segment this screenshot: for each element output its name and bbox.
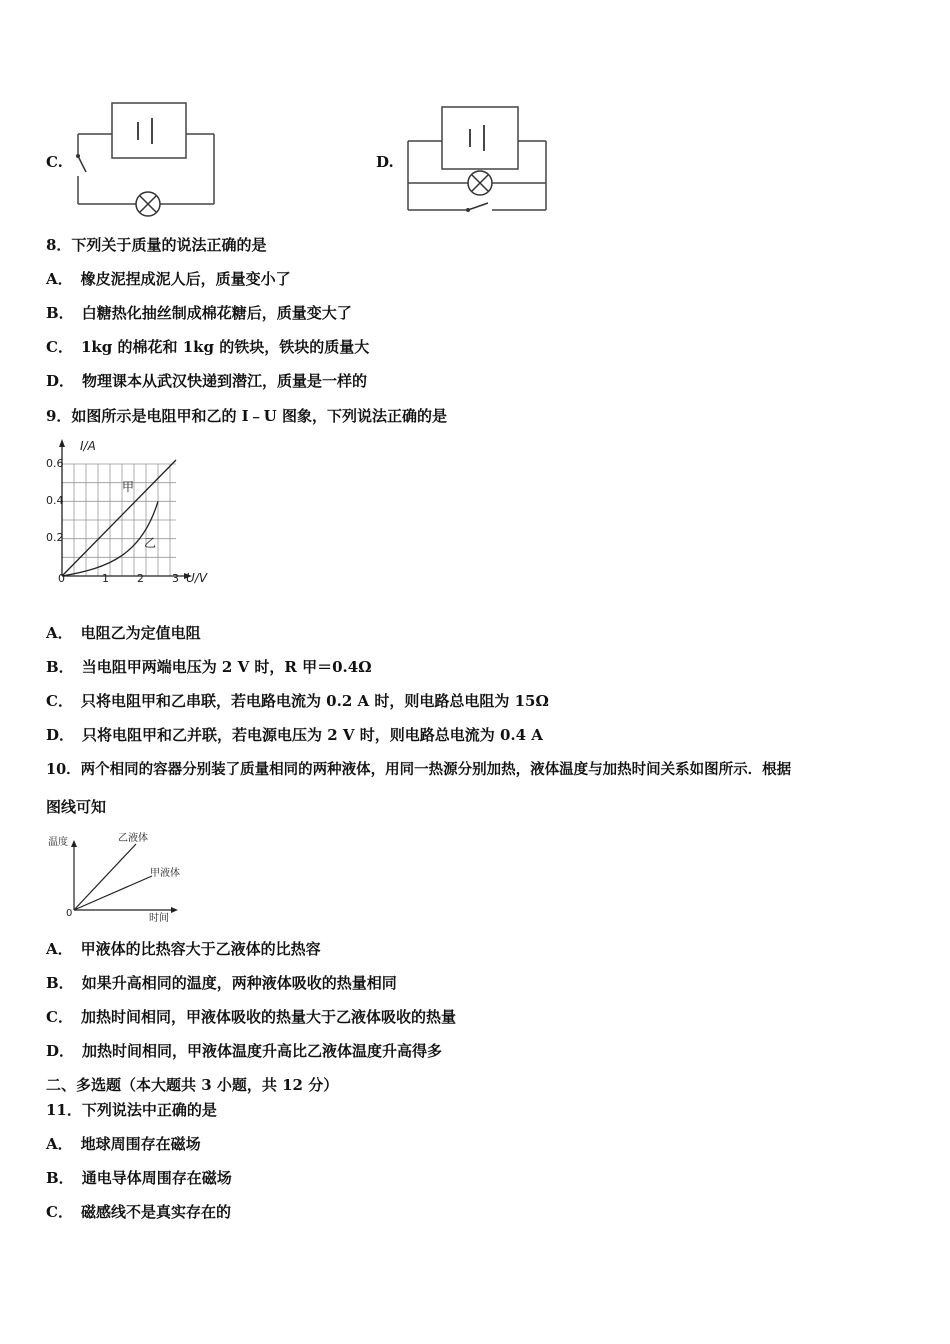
option-text: 通电导体周围存在磁场	[81, 1169, 232, 1187]
graph-xlabel: 时间	[149, 913, 169, 924]
option-label: C．	[46, 338, 73, 356]
iu-graph	[40, 436, 220, 592]
graph-ylabel: I/A	[80, 439, 96, 453]
option-text: 甲液体的比热容大于乙液体的比热容	[80, 940, 321, 958]
q9-stem: 9．如图所示是电阻甲和乙的 I﹣U 图象，下列说法正确的是	[46, 407, 447, 425]
q9-option-c	[46, 691, 549, 711]
option-label: D．	[46, 726, 75, 744]
graph-xtick-2: 2	[137, 572, 144, 585]
temperature-time-graph	[44, 828, 194, 928]
line-label-yi: 乙液体	[118, 833, 148, 844]
option-text: 白糖热化抽丝制成棉花糖后，质量变大了	[81, 304, 352, 322]
graph-ytick-04: 0.4	[46, 494, 64, 507]
q10-option-b	[46, 973, 397, 993]
option-label: B．	[46, 974, 74, 992]
option-text: 橡皮泥捏成泥人后，质量变小了	[80, 270, 291, 288]
graph-origin: 0	[58, 572, 65, 585]
q8-stem: 8．下列关于质量的说法正确的是	[46, 236, 267, 254]
option-label: C．	[46, 1008, 73, 1026]
option-label: D．	[46, 1042, 75, 1060]
option-label: C．	[46, 692, 73, 710]
option-label: A．	[46, 270, 73, 288]
q10-stem-line1: 10．两个相同的容器分别装了质量相同的两种液体，用同一热源分别加热，液体温度与加热时间关系如图所示．根据	[46, 761, 792, 778]
line-label-jia: 甲液体	[150, 868, 180, 879]
option-text: 只将电阻甲和乙并联，若电源电压为 2 V 时，则电路总电流为 0.4 A	[82, 726, 543, 744]
option-label: B．	[46, 1169, 74, 1187]
option-text: 只将电阻甲和乙串联，若电路电流为 0.2 A 时，则电路总电阻为 15Ω	[80, 692, 549, 710]
q10-option-d	[46, 1041, 442, 1061]
option-label: A．	[46, 940, 73, 958]
graph-xtick-1: 1	[102, 572, 109, 585]
option-label: D．	[46, 372, 75, 390]
q10-option-a	[46, 939, 321, 959]
q11-option-b	[46, 1168, 232, 1188]
option-text: 加热时间相同，甲液体吸收的热量大于乙液体吸收的热量	[80, 1008, 456, 1026]
q8-option-c	[46, 337, 369, 357]
q8-option-a	[46, 269, 291, 289]
graph-xlabel: U/V	[186, 571, 208, 585]
option-text: 当电阻甲两端电压为 2 V 时，R 甲＝0.4Ω	[81, 658, 372, 676]
q8-option-b	[46, 303, 352, 323]
option-text: 1kg 的棉花和 1kg 的铁块，铁块的质量大	[80, 338, 370, 356]
q10-stem-line2: 图线可知	[46, 798, 107, 816]
option-d-label: D.	[376, 153, 394, 171]
q10-option-c	[46, 1007, 456, 1027]
option-text: 磁感线不是真实存在的	[80, 1203, 231, 1221]
q9-option-b	[46, 657, 372, 677]
option-text: 加热时间相同，甲液体温度升高比乙液体温度升高得多	[82, 1042, 443, 1060]
q8-option-d	[46, 371, 367, 391]
circuit-diagram-c	[70, 98, 220, 218]
q11-option-c	[46, 1202, 231, 1222]
curve-label-jia: 甲	[122, 480, 135, 494]
circuit-diagram-d	[402, 105, 552, 220]
graph-xtick-3: 3	[172, 572, 179, 585]
option-text: 地球周围存在磁场	[80, 1135, 201, 1153]
option-text: 物理课本从武汉快递到潜江，质量是一样的	[82, 372, 368, 390]
graph-ytick-02: 0.2	[46, 531, 64, 544]
curve-label-yi: 乙	[144, 536, 157, 550]
graph-ytick-06: 0.6	[46, 457, 64, 470]
q9-option-d	[46, 725, 543, 745]
q9-option-a	[46, 623, 201, 643]
option-text: 电阻乙为定值电阻	[80, 624, 201, 642]
option-text: 如果升高相同的温度，两种液体吸收的热量相同	[81, 974, 397, 992]
option-c-label: C.	[46, 153, 63, 171]
option-label: B．	[46, 658, 74, 676]
graph-origin: 0	[66, 908, 73, 919]
section-title: 二、多选题（本大题共 3 小题，共 12 分）	[46, 1076, 339, 1094]
option-label: B．	[46, 304, 74, 322]
option-label: C．	[46, 1203, 73, 1221]
q11-option-a	[46, 1134, 201, 1154]
graph-ylabel: 温度	[48, 837, 68, 848]
option-label: A．	[46, 624, 73, 642]
q11-stem: 11．下列说法中正确的是	[46, 1101, 217, 1119]
option-label: A．	[46, 1135, 73, 1153]
